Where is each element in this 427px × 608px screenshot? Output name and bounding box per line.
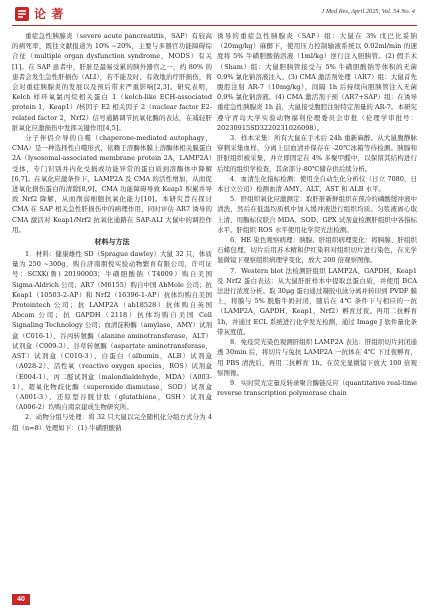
method-item-3: 3．样本采集：所有大鼠在手术后 24h 重新麻醉。从大鼠腹静脉穿刺采集血样，分离上层血清并保存在 -20℃冰箱等待检测。胰腺和肝脏组织被采集，并立即固定在 4% 多聚甲醛中，以保留其结构进行后续的组织学检查，其余部分-80℃储存供后续分析。 bbox=[217, 134, 417, 173]
section-logo-icon bbox=[14, 6, 30, 22]
method-item-4: 4．血清生化指标检测：使用全自动生化分析仪（日立 7080，日本日立公司）检测血清 AMY、ALT、AST 和 ALB 水平。 bbox=[217, 174, 417, 194]
section-heading: 材料与方法 bbox=[94, 238, 130, 247]
intro-paragraph-1: 重症急性胰腺炎（severe acute pancreatitis，SAP）有较高的病死率，既往文献报道为 10% ~20%，主要与多器官功能障碍综合征（multiple organ dysfunction syndrome，MODS）有关[1]。在 SAP 患者中，肝脏是最易受累的胰外器官之一，约 80% 的患者会发生急性肝损伤（ALI），若不能及时、有效地治疗肝损伤，将会对重症胰腺炎的发展以及预后带来严重影响[2,3]。研究表明，Kelch 样环氧氯丙烷相关蛋白 1（kelch-like ECH-associated protein 1，Keap1）/核因子 E2 相关因子 2（nuclear factor E2-related factor 2，Nrf2）信号通路调节抗氧化酶的表达，在减轻肝脏氧化应激损伤中发挥关键作用[4,5]。 bbox=[12, 32, 212, 132]
method-item-7: 7．Western blot 法检测肝组织 LAMP2A、GAPDH、Keap1 及 Nrf2 蛋白表达：从大鼠肝脏样本中提取总蛋白质，并使用 BCA 法进行浓度分析。取 30μg 蛋白通过凝胶电泳分离并转印到 PVDF 膜上，将膜与 5% 脱脂牛奶封闭，随后在 4℃ 条件下与相应的一抗（LAMP2A、GAPDH、Keap1、Nrf2）孵育过夜。再用二抗孵育 1h，并通过 ECL 系统进行化学发光检测，通过 Image J 软件量化条带灰度值。 bbox=[217, 266, 417, 336]
method-item-5: 5．肝组织氧化应激测定：取肝脏新鲜组织在预冷的磷酸缓冲液中清洗，然后在低温均质机中加入缓冲液进行组织均质。匀浆液离心取上清，用酶标仪联合 MDA、SOD、GPX 试剂盒检测肝组织中各指标水平。肝组织 ROS 水平使用化学荧光法检测。 bbox=[217, 195, 417, 234]
page-header bbox=[12, 4, 417, 26]
materials-paragraph: 1．材料：健康雄性 SD（Sprague dawley）大鼠 32 只，体质量为 250 ~300g，购自济南朋悦实验动物繁育有限公司，许可证号：SCXK(鲁) 20190003；牛磺胆酸钠（T4009）购自美国 Sigma-Aldrich 公司；AR7（M6155）购自中国 AbMole 公司；抗 Keap1（10503-2-AP）和 Nrf2（16396-1-AP）抗体均购自美国 Proteintech 公司；抗 LAMP2A（ab18528）抗体购自英国 Abcam 公司；抗 GAPDH（2118）抗体均购自美国 Cell Signaling Technology 公司；血清淀粉酶（amylase，AMY）试剂盒（C016-1）、谷丙转氨酶（alanine aminotransferase，ALT）试剂盒（C009-3）、谷草转氨酶（aspartate aminotransferase，AST）试剂盒（C010-3）、白蛋白（albumin，ALB）试剂盒（A028-2）、活性氧（reactive oxygen species，ROS）试剂盒（E004-1）、丙二醛试剂盒（malondialdehyde，MDA）（A003-1）、超氧化物歧化酶（superoxide dismutase，SOD）试剂盒（A001-3）、还原型谷胱甘肽（glutathione，GSH）试剂盒（A006-2）均购自南京建成生物研究所。 bbox=[12, 250, 212, 412]
journal-citation: J Med Res, April 2025, Vol. 54 No. 4 bbox=[321, 8, 415, 15]
method-item-8: 8．免疫荧光染色观测肝组织 LAMP2A 表达：肝组织切片封闭通透 30min 后，将切片与兔抗 LAMP2A 一抗体在 4℃ 下过夜孵育，用 PBS 清洗后，再用二抗孵育 1h。在荧光显微镜下放大 100 倍观察图像。 bbox=[217, 338, 417, 377]
method-item-6: 6．HE 染色观察病理：胰腺、肝组织病理变化：将胰腺、肝组织石蜡包埋，切片后用苏木精和伊红染料对组织切片进行染色，在光学显微镜下观察组织病理学变化，放大 200 倍观察图像。 bbox=[217, 236, 417, 265]
left-column bbox=[12, 31, 212, 433]
right-column bbox=[217, 31, 417, 398]
section-label: 论 著 bbox=[34, 7, 65, 21]
grouping-continued: 诱导的重症急性胰腺炎（SAP）组：大鼠在 3% 戊巴比妥钠（20mg/kg）麻醉下，使用压力控制输液系统以 0.02ml/min 的速度将 5% 牛磺胆酸钠溶液（1ml/kg）逆行注入胆胰管。(2) 假手术（Sham）组：大鼠胆胰管接受与 5% 牛磺胆酸钠等体积的无菌 0.9% 氯化钠溶液注入。(3) CMA 激活剂处理（AR7）组：大鼠首先腹腔注射 AR-7（10mg/kg），间隔 1h 后持续向胆胰管注入无菌 0.9% 氯化钠溶液。(4) CMA 激活剂干预（AR7+SAP）组：在诱导重症急性胰腺炎 1h 前，大鼠接受腹腔注射特定剂量的 AR-7。本研究遵守青岛大学实验动物福利伦理委员会审批（伦理学审批号：20230915SD3220231026098）。 bbox=[217, 32, 417, 132]
method-item-9: 9．实时荧光定量反转录聚合酶链反应（quantitative real-time reverse transcription polymerase chain bbox=[217, 378, 417, 398]
intro-paragraph-2: 分子伴侣介导的自噬（chaperone-mediated autophagy，CMA）是一种选择性自噬形式，依赖于溶酶体膜上溶酶体相关膜蛋白 2A（lysosomal-associated membrane protein 2A，LAMP2A）受体，专门识别并内化受损或功能异常的蛋白质到溶酶体中降解[6,7]。在氧化应激条件下，LAMP2A 及 CMA 的活性增加，从而促进氧化损伤蛋白的清除[8,9]。CMA 功能障碍导致 Keap1 积累并导致 Nrf2 降解，从而削弱细胞抗氧化能力[10]。本研究旨在探讨 CMA 在 SAP 相关急性肝损伤中的病理作用，同时评估 AR7 诱导的 CMA 激活对 Keap1/Nrf2 抗氧化通路在 SAP-ALI 大鼠中的调控作用。 bbox=[12, 134, 212, 234]
section-logo bbox=[14, 5, 64, 22]
page-number: 40 bbox=[12, 594, 30, 605]
grouping-paragraph: 2．动物分组与处理：将 32 只大鼠以完全随机化分组方式分为 4 组（n=8）处理如下：(1) 牛磺胆酸钠 bbox=[12, 413, 212, 432]
header-rule bbox=[12, 25, 417, 26]
